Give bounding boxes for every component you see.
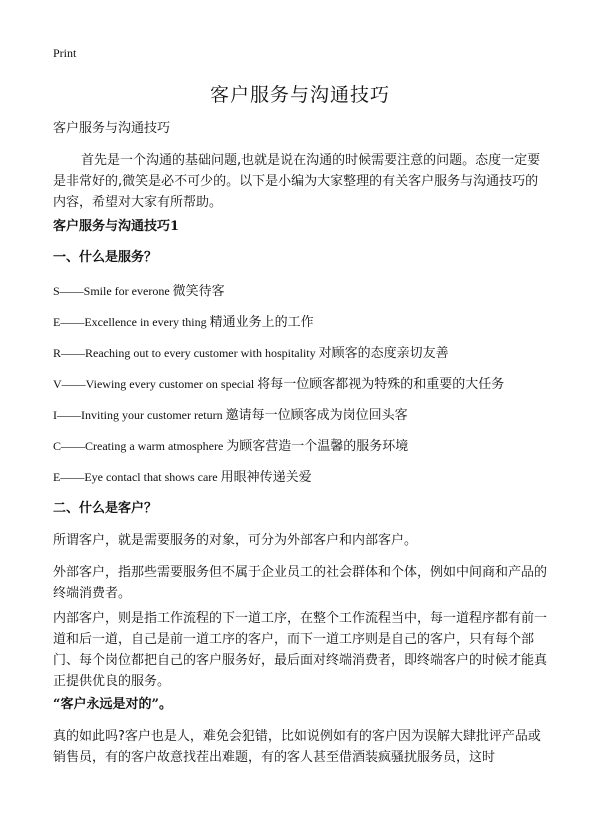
print-link[interactable]: Print [53,46,77,60]
service-item-en: S——Smile for everone [53,284,173,298]
service-item-cn: 精通业务上的工作 [209,315,314,330]
service-item-cn: 用眼神传递关爱 [220,470,312,485]
service-item [53,342,553,361]
quote-heading: “客户永远是对的”。 [53,697,172,712]
service-item-en: V——Viewing every customer on special [53,377,258,391]
service-item-cn: 为顾客营造一个温馨的服务环境 [226,439,409,454]
service-item-en: R——Reaching out to every customer with hospitality [53,346,319,360]
service-item [53,404,553,423]
subtitle: 客户服务与沟通技巧 [53,121,171,136]
service-item-en: I——Inviting your customer return [53,408,226,422]
paragraph-customer-right: 真的如此吗?客户也是人，难免会犯错，比如说例如有的客户因为误解大肆批评产品或销售员，有的客户故意找茬出难题，有的客人甚至借酒装疯骚扰服务员，这时 [53,729,541,765]
service-item-cn: 对顾客的态度亲切友善 [318,346,449,361]
service-item-cn: 将每一位顾客都视为特殊的和重要的大任务 [257,377,505,392]
service-item [53,311,553,330]
service-item [53,466,553,485]
service-item [53,373,553,392]
service-item [53,280,553,299]
question-what-is-customer: 二、什么是客户？ [53,501,158,516]
service-item-cn: 微笑待客 [172,284,225,299]
paragraph-external-customer: 外部客户，指那些需要服务但不属于企业员工的社会群体和个体，例如中间商和产品的终端消费者。 [53,565,548,601]
service-item-en: E——Eye contacl that shows care [53,470,221,484]
service-item-en: E——Excellence in every thing [53,315,210,329]
paragraph-customer-definition: 所谓客户，就是需要服务的对象，可分为外部客户和内部客户。 [53,533,418,548]
service-item-cn: 邀请每一位顾客成为岗位回头客 [225,408,408,423]
question-what-is-service: 一、什么是服务？ [53,250,158,265]
page-title: 客户服务与沟通技巧 [209,84,390,106]
service-item-en: C——Creating a warm atmosphere [53,439,227,453]
intro-paragraph: 首先是一个沟通的基础问题,也就是说在沟通的时候需要注意的问题。态度一定要是非常好的,微笑是必不可少的。以下是小编为大家整理的有关客户服务与沟通技巧的内容，希望对大家有所帮助。 [53,153,541,210]
service-item [53,435,553,454]
paragraph-internal-customer: 内部客户，则是指工作流程的下一道工序，在整个工作流程当中，每一道程序都有前一道和后一道，自己是前一道工序的客户，而下一道工序则是自己的客户，只有每个部门、每个岗位都把自己的客户服务好，最后面对终端消费者，即终端客户的时候才能真正提供优良的服务。 [53,611,548,689]
section-heading: 客户服务与沟通技巧1 [53,219,180,234]
